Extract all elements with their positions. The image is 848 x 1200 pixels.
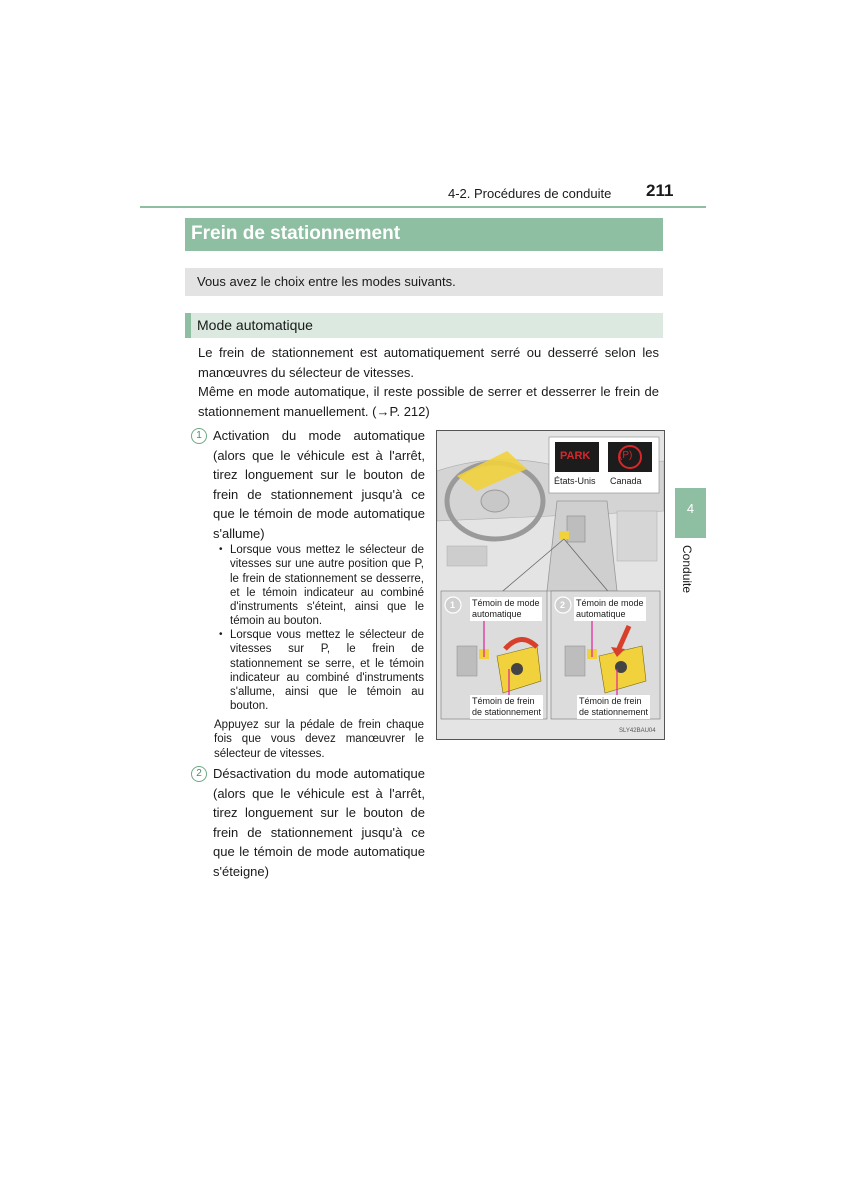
label-usa: États-Unis [554,476,596,486]
paragraph-2: Même en mode automatique, il reste possible de serrer et desserrer le frein de stationnement manuellement. (→P. 212) [198,384,659,419]
page-title: Frein de stationnement [191,223,401,244]
section-accent [185,313,191,338]
park-indicator-canada: (P) [619,450,633,461]
inset-1-number: 1 [450,600,456,610]
step-number-1: 1 [191,428,207,444]
section-heading-bar [185,313,663,338]
page-number: 211 [646,181,674,200]
figure-parking-brake [436,430,665,740]
step-number-2: 2 [191,766,207,782]
inset-2-number: 2 [560,600,566,610]
step-1-note: Appuyez sur la pédale de frein chaque fois que vous devez manœuvrer le sélecteur de vitesses. [214,719,424,760]
bullet-marker: • [219,629,223,640]
bullet-1: Lorsque vous mettez le sélecteur de vitesses sur une autre position que P, le frein de stationnement se desserre, et le témoin indicateur au combiné d'instruments s'éteint, ainsi que le témoin au bouton. [230,544,424,628]
title-bar [185,218,663,251]
step-1-text: Activation du mode automatique (alors que le véhicule est à l'arrêt, tirez longuement sur le bouton de frein de stationnement jusqu'à ce que le témoin de mode automatique s'allume) [213,428,425,541]
chapter-number: 4 [686,501,695,516]
step-2-text: Désactivation du mode automatique (alors que le véhicule est à l'arrêt, tirez longuement sur le bouton de frein de stationnement jusqu'à ce que le témoin de mode automatique s'éteigne) [213,766,425,879]
bullet-2: Lorsque vous mettez le sélecteur de vitesses sur P, le frein de stationnement se serre, et le témoin indicateur au combiné d'instruments s'allume, ainsi que le témoin au bouton. [230,629,424,713]
park-indicator-us: PARK [560,450,591,462]
intro-text: Vous avez le choix entre les modes suivants. [197,274,456,289]
bullet-marker: • [219,544,223,555]
section-heading: Mode automatique [197,317,313,333]
chapter-tab [675,488,706,538]
inset-2-brake-label: Témoin de frein de stationnement [579,696,649,717]
figure-code: SLY42BAU04 [619,728,656,734]
chapter-label: Conduite [680,545,694,594]
running-head: 4-2. Procédures de conduite [448,186,612,201]
label-canada: Canada [610,476,642,486]
intro-box [185,268,663,296]
inset-1-brake-label: Témoin de frein de stationnement [472,696,542,717]
inset-1-auto-label: Témoin de mode automatique [472,598,540,619]
header-rule [140,206,706,208]
paragraph-1: Le frein de stationnement est automatiquement serré ou desserré selon les manœuvres du sélecteur de vitesses. [198,345,659,380]
inset-2-auto-label: Témoin de mode automatique [576,598,644,619]
